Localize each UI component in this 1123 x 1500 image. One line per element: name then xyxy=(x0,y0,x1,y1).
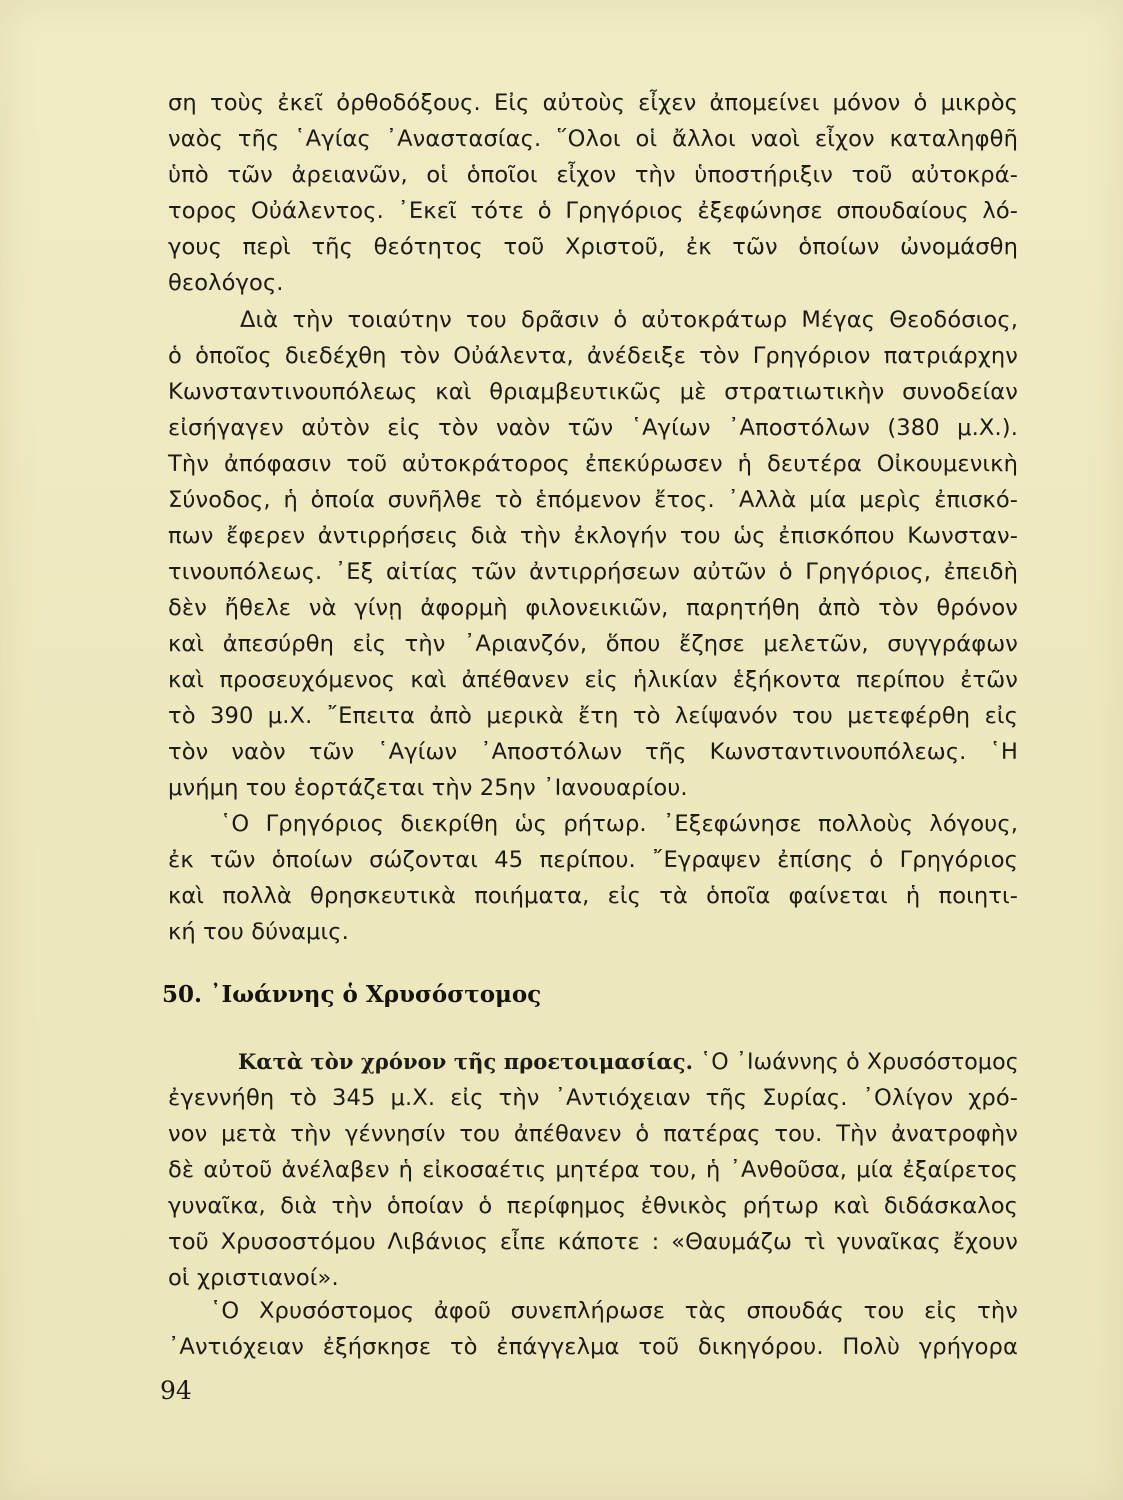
text-span: ῾Ο ᾿Ιωάννης ὁ Χρυσόστομος xyxy=(693,1049,1019,1075)
text-line: ἐκ τῶν ὁποίων σώζονται 45 περίπου. ῎Εγραψεν ἐπίσης ὁ Γρηγόριος xyxy=(168,847,1018,873)
text-line: κή του δύναμις. xyxy=(168,919,349,945)
text-line: ὑπὸ τῶν ἀρειανῶν, οἱ ὁποῖοι εἶχον τὴν ὑποστήριξιν τοῦ αὐτοκρά- xyxy=(168,162,1018,188)
text-line: τορος Οὐάλεντος. ᾿Εκεῖ τότε ὁ Γρηγόριος ἐξεφώνησε σπουδαίους λό- xyxy=(168,198,1018,224)
text-line: Διὰ τὴν τοιαύτην του δρᾶσιν ὁ αὐτοκράτωρ Μέγας Θεοδόσιος, xyxy=(240,307,1018,333)
text-line: ἐγεννήθη τὸ 345 μ.Χ. εἰς τὴν ᾿Αντιόχειαν τῆς Συρίας. ᾿Ολίγον χρό- xyxy=(168,1085,1018,1111)
text-line xyxy=(238,1044,1018,1080)
paragraph-lead-phrase: Κατὰ τὸν χρόνον τῆς προετοιμασίας. xyxy=(238,1049,694,1074)
text-line: ὁ ὁποῖος διεδέχθη τὸν Οὐάλεντα, ἀνέδειξε τὸν Γρηγόριον πατριάρχην xyxy=(168,343,1018,369)
text-line: ᾿Αντιόχειαν ἐξήσκησε τὸ ἐπάγγελμα τοῦ δικηγόρου. Πολὺ γρήγορα xyxy=(168,1334,1018,1360)
text-line: τοῦ Χρυσοστόμου Λιβάνιος εἶπε κάποτε : «Θαυμάζω τὶ γυναῖκας ἔχουν xyxy=(168,1229,1018,1255)
text-line: γους περὶ τῆς θεότητος τοῦ Χριστοῦ, ἐκ τῶν ὁποίων ὠνομάσθη xyxy=(168,234,1018,260)
text-line: πων ἔφερεν ἀντιρρήσεις διὰ τὴν ἐκλογήν του ὡς ἐπισκόπου Κωνσταν- xyxy=(168,523,1018,549)
text-line: θεολόγος. xyxy=(168,270,284,296)
text-line: Κωνσταντινουπόλεως καὶ θριαμβευτικῶς μὲ στρατιωτικὴν συνοδείαν xyxy=(168,379,1018,405)
text-line: δὲν ἤθελε νὰ γίνῃ ἀφορμὴ φιλονεικιῶν, παρητήθη ἀπὸ τὸν θρόνον xyxy=(168,595,1018,621)
text-line: καὶ προσευχόμενος καὶ ἀπέθανεν εἰς ἡλικίαν ἑξήκοντα περίπου ἐτῶν xyxy=(168,667,1018,693)
text-line: τινουπόλεως. ᾿Εξ αἰτίας τῶν ἀντιρρήσεων αὐτῶν ὁ Γρηγόριος, ἐπειδὴ xyxy=(168,559,1018,585)
text-line: καὶ ἀπεσύρθη εἰς τὴν ᾿Αριανζόν, ὅπου ἔζησε μελετῶν, συγγράφων xyxy=(168,631,1018,657)
text-line: Σύνοδος, ἡ ὁποία συνῆλθε τὸ ἑπόμενον ἔτος. ᾿Αλλὰ μία μερὶς ἐπισκό- xyxy=(168,487,1018,513)
text-line: οἱ χριστιανοί». xyxy=(168,1265,339,1291)
text-line: δὲ αὐτοῦ ἀνέλαβεν ἡ εἰκοσαέτις μητέρα του, ἡ ᾿Ανθοῦσα, μία ἐξαίρετος xyxy=(168,1157,1018,1183)
text-line: καὶ πολλὰ θρησκευτικὰ ποιήματα, εἰς τὰ ὁποῖα φαίνεται ἡ ποιητι- xyxy=(168,883,1018,909)
text-line: Τὴν ἀπόφασιν τοῦ αὐτοκράτορος ἐπεκύρωσεν ἡ δευτέρα Οἰκουμενικὴ xyxy=(168,451,1018,477)
text-line: ση τοὺς ἐκεῖ ὀρθοδόξους. Εἰς αὐτοὺς εἶχεν ἀπομείνει μόνον ὁ μικρὸς xyxy=(168,90,1018,116)
text-line: τὸν ναὸν τῶν ῾Αγίων ᾿Αποστόλων τῆς Κωνσταντινουπόλεως. ῾Η xyxy=(168,739,1018,765)
page-number: 94 xyxy=(160,1376,192,1405)
text-line: μνήμη του ἑορτάζεται τὴν 25ην ᾿Ιανουαρίου. xyxy=(168,775,688,801)
section-heading: 50. ᾿Ιωάννης ὁ Χρυσόστομος xyxy=(162,981,542,1008)
text-line: εἰσήγαγεν αὐτὸν εἰς τὸν ναὸν τῶν ῾Αγίων ᾿Αποστόλων (380 μ.Χ.). xyxy=(168,415,1018,441)
text-line: τὸ 390 μ.Χ. ῎Επειτα ἀπὸ μερικὰ ἔτη τὸ λείψανόν του μετεφέρθη εἰς xyxy=(168,703,1018,729)
text-line: νον μετὰ τὴν γέννησίν του ἀπέθανεν ὁ πατέρας του. Τὴν ἀνατροφὴν xyxy=(168,1121,1018,1147)
text-line: ῾Ο Χρυσόστομος ἀφοῦ συνεπλήρωσε τὰς σπουδάς του εἰς τὴν xyxy=(210,1298,1018,1324)
text-line: γυναῖκα, διὰ τὴν ὁποίαν ὁ περίφημος ἐθνικὸς ρήτωρ καὶ διδάσκαλος xyxy=(168,1193,1018,1219)
text-line: ναὸς τῆς ῾Αγίας ᾿Αναστασίας. ῞Ολοι οἱ ἄλλοι ναοὶ εἶχον καταληφθῆ xyxy=(168,126,1018,152)
text-line: ῾Ο Γρηγόριος διεκρίθη ὡς ρήτωρ. ᾿Εξεφώνησε πολλοὺς λόγους, xyxy=(220,811,1018,837)
